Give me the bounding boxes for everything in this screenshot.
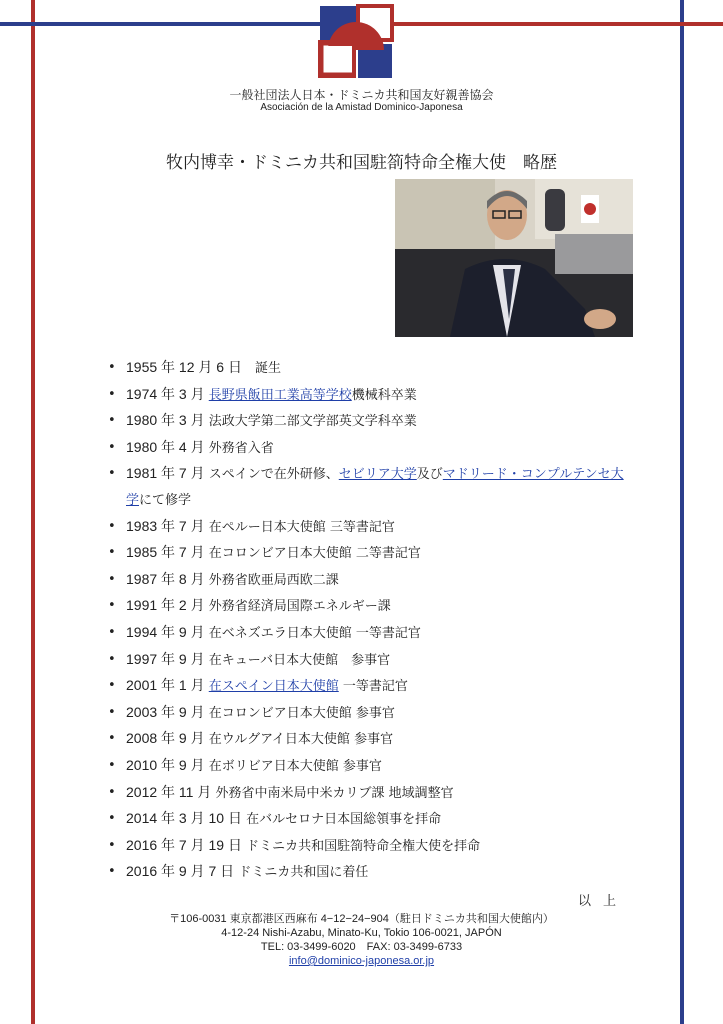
list-item <box>108 647 628 674</box>
end-mark: 以上 <box>578 894 629 909</box>
list-item <box>108 355 628 382</box>
footer-address-es: 4-12-24 Nishi-Azabu, Minato-Ku, Tokio 106-0021, JAPÓN <box>221 927 502 939</box>
list-item <box>108 726 628 753</box>
footer <box>0 912 723 968</box>
career-text: 外務省経済局国際エネルギー課 <box>208 599 391 615</box>
career-date: 1981 年 7 月 <box>126 465 205 482</box>
career-date: 1955 年 12 月 6 日 <box>126 359 242 375</box>
career-date: 1985 年 7 月 <box>126 544 205 561</box>
career-link[interactable]: 長野県飯田工業高等学校 <box>208 387 352 403</box>
career-text: 在コロンビア日本大使館 二等書記官 <box>208 546 421 562</box>
career-text: ドミニカ共和国に着任 <box>238 865 369 881</box>
list-item <box>108 833 628 860</box>
career-date: 1997 年 9 月 <box>126 650 205 667</box>
list-item <box>108 408 628 435</box>
career-date: 1980 年 4 月 <box>126 438 205 455</box>
association-logo-icon <box>318 4 394 80</box>
career-text: 機械科卒業 <box>351 387 417 403</box>
career-text: 在キューバ日本大使館 参事官 <box>208 652 391 668</box>
career-date: 2016 年 9 月 7 日 <box>126 863 235 880</box>
list-item <box>108 435 628 462</box>
list-item <box>108 673 628 700</box>
border-top-red <box>392 22 723 26</box>
career-link[interactable]: マドリード・コンプルテンセ大学 <box>126 467 624 508</box>
career-date: 2012 年 11 月 <box>126 783 212 800</box>
career-link[interactable]: セビリア大学 <box>338 467 417 483</box>
career-date: 1983 年 7 月 <box>126 517 205 534</box>
career-date: 1980 年 3 月 <box>126 412 205 429</box>
career-text: 外務省中南米局中米カリブ課 地域調整官 <box>215 785 454 801</box>
career-text: 外務省入省 <box>208 440 274 456</box>
career-date: 1994 年 9 月 <box>126 623 205 640</box>
footer-email-link[interactable]: info@dominico-japonesa.or.jp <box>288 955 435 967</box>
career-date: 2001 年 1 月 <box>126 677 205 694</box>
career-date: 1987 年 8 月 <box>126 570 205 587</box>
footer-address-jp: 〒106-0031 東京都港区西麻布 4−12−24−904（駐日ドミニカ共和国大使館内） <box>169 913 554 925</box>
career-date: 2003 年 9 月 <box>126 703 205 720</box>
career-date: 1974 年 3 月 <box>126 385 205 402</box>
career-text: 在コロンビア日本大使館 参事官 <box>208 705 395 721</box>
org-name-es: Asociación de la Amistad Dominico-Japonesa <box>260 102 463 113</box>
career-text: 誕生 <box>241 361 281 376</box>
career-link[interactable]: 在スペイン日本大使館 <box>208 679 339 695</box>
page-title: 牧内博幸・ドミニカ共和国駐箚特命全権大使 略歴 <box>166 153 557 173</box>
ambassador-portrait-icon <box>395 179 633 337</box>
career-text: にて修学 <box>139 492 192 508</box>
career-text: 一等書記官 <box>342 679 408 695</box>
career-text: 在ペルー日本大使館 三等書記官 <box>208 519 395 535</box>
career-text: 在バルセロナ日本国総領事を拝命 <box>246 812 442 828</box>
career-date: 2008 年 9 月 <box>126 730 205 747</box>
career-date: 2014 年 3 月 10 日 <box>126 810 242 827</box>
career-list <box>108 355 628 886</box>
career-date: 1991 年 2 月 <box>126 597 205 614</box>
career-text: スペインで在外研修、 <box>208 467 339 483</box>
list-item <box>108 461 628 513</box>
list-item <box>108 540 628 567</box>
list-item <box>108 514 628 541</box>
list-item <box>108 382 628 409</box>
career-text: 在ベネズエラ日本大使館 一等書記官 <box>208 625 421 641</box>
footer-phone: TEL: 03-3499-6020 FAX: 03-3499-6733 <box>260 941 463 953</box>
list-item <box>108 567 628 594</box>
list-item <box>108 780 628 807</box>
career-date: 2016 年 7 月 19 日 <box>126 836 242 853</box>
career-text: ドミニカ共和国駐箚特命全権大使を拝命 <box>246 838 481 854</box>
org-name-jp: 一般社団法人日本・ドミニカ共和国友好親善協会 <box>229 88 494 102</box>
list-item <box>108 593 628 620</box>
career-date: 2010 年 9 月 <box>126 756 205 773</box>
list-item <box>108 859 628 886</box>
career-text: 外務省欧亜局西欧二課 <box>208 572 339 588</box>
list-item <box>108 753 628 780</box>
career-text: 在ウルグアイ日本大使館 参事官 <box>208 732 394 748</box>
list-item <box>108 806 628 833</box>
list-item <box>108 620 628 647</box>
career-text: 在ボリビア日本大使館 参事官 <box>208 758 382 774</box>
border-top-blue <box>0 22 328 26</box>
career-text: 及び <box>416 467 443 483</box>
list-item <box>108 700 628 727</box>
career-text: 法政大学第二部文学部英文学科卒業 <box>208 414 417 430</box>
